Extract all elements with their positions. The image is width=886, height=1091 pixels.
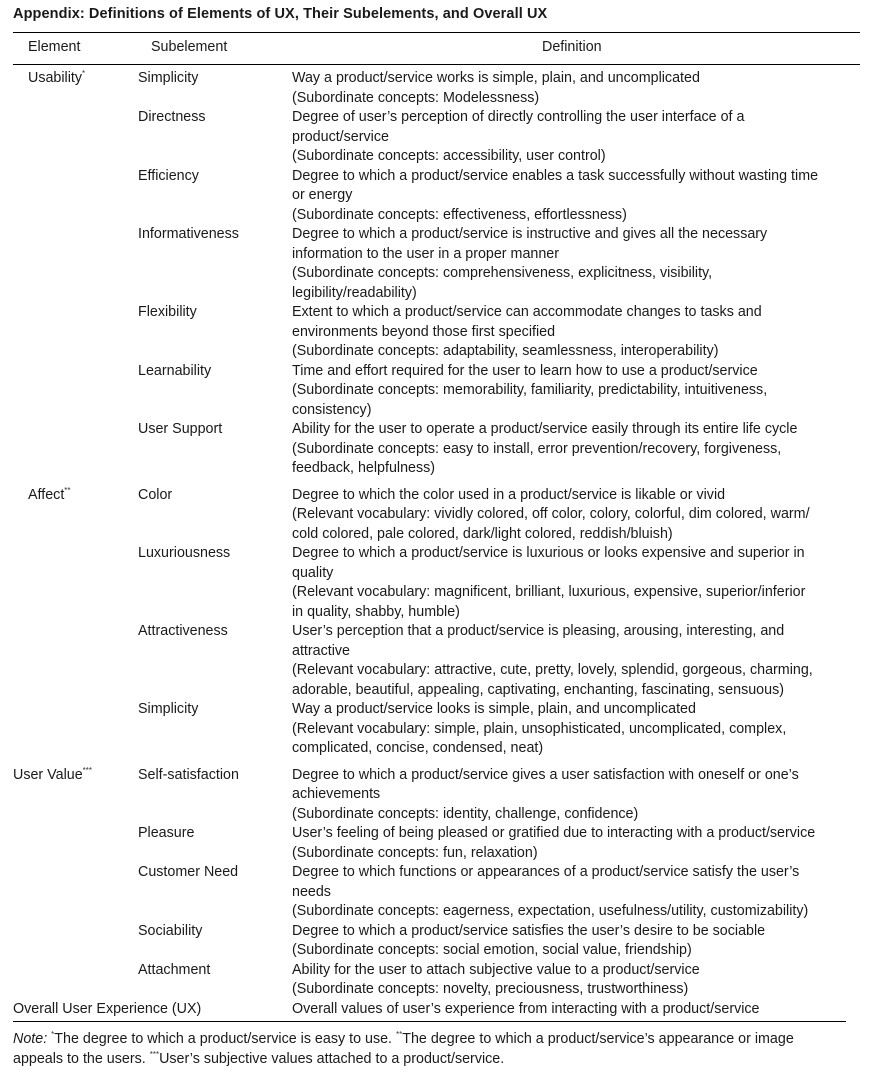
top-rule	[13, 32, 860, 33]
definition-line: (Subordinate concepts: effectiveness, effortlessness)	[292, 206, 627, 223]
element-cell	[28, 69, 85, 89]
element-name: Overall User Experience (UX)	[13, 1000, 202, 1017]
definition-line: attractive	[292, 642, 351, 659]
note-label: Note:	[13, 1031, 48, 1047]
definition-line: (Subordinate concepts: novelty, preciousness, trustworthiness)	[292, 981, 689, 997]
element-cell	[28, 486, 71, 506]
table-note	[13, 1029, 873, 1069]
bottom-rule	[13, 1021, 846, 1022]
subelement-cell: Flexibility	[138, 304, 197, 320]
definition-line: Degree to which a product/service enables a task successfully without wasting time	[292, 167, 819, 184]
footnote-mark: **	[64, 485, 71, 495]
subelement-cell: Informativeness	[138, 226, 239, 242]
definition-line: Way a product/service works is simple, plain, and uncomplicated	[292, 70, 700, 86]
subelement-cell: Sociability	[138, 922, 203, 939]
element-name: Affect	[28, 486, 65, 503]
subelement-cell: Attractiveness	[138, 623, 228, 639]
note-line-1	[13, 1029, 873, 1049]
definition-line: (Subordinate concepts: fun, relaxation)	[292, 844, 538, 861]
definition-cell	[292, 167, 867, 226]
definition-line: (Relevant vocabulary: magnificent, brilliant, luxurious, expensive, superior/inferior	[292, 584, 806, 600]
definition-line: User’s perception that a product/service is pleasing, arousing, interesting, and	[292, 623, 785, 639]
subelement-cell: Color	[138, 486, 173, 503]
definition-line: adorable, beautiful, appealing, captivating, enchanting, fascinating, sensuous)	[292, 681, 784, 698]
header-element: Element	[28, 39, 81, 55]
definition-line: Degree to which functions or appearances of a product/service satisfy the user’s	[292, 864, 800, 880]
header-definition: Definition	[542, 39, 602, 55]
subelement-cell: User Support	[138, 421, 223, 437]
definition-line: Extent to which a product/service can accommodate changes to tasks and	[292, 304, 762, 320]
footnote-mark: *	[82, 69, 86, 78]
note-line-2	[13, 1049, 873, 1069]
definition-line: Degree of user’s perception of directly controlling the user interface of a	[292, 109, 745, 125]
element-name: Usability	[28, 70, 83, 86]
note-mark-2: **	[396, 1030, 403, 1039]
definition-cell	[292, 961, 867, 1000]
definition-line: in quality, shabby, humble)	[292, 603, 460, 620]
definition-cell	[292, 225, 867, 303]
definition-cell	[292, 69, 867, 108]
definition-cell	[292, 486, 867, 545]
subelement-cell: Pleasure	[138, 825, 195, 841]
subelement-cell: Self-satisfaction	[138, 766, 239, 783]
definition-line: (Subordinate concepts: eagerness, expectation, usefulness/utility, customizability)	[292, 903, 809, 919]
definition-line: (Relevant vocabulary: attractive, cute, pretty, lovely, splendid, gorgeous, charming,	[292, 662, 813, 678]
element-cell	[13, 1000, 201, 1020]
note-text-4: User’s subjective values attached to a product/service.	[159, 1051, 505, 1067]
definition-cell	[292, 303, 867, 362]
definition-line: Overall values of user’s experience from interacting with a product/service	[292, 1000, 760, 1017]
definition-line: environments beyond those first specified	[292, 323, 556, 340]
definition-line: quality	[292, 564, 334, 581]
element-cell	[13, 766, 92, 786]
definition-cell	[292, 362, 867, 421]
definition-line: achievements	[292, 786, 381, 802]
definition-cell	[292, 622, 867, 700]
definition-line: Degree to which a product/service is luxurious or looks expensive and superior in	[292, 545, 805, 561]
definition-line: (Relevant vocabulary: vividly colored, off color, colory, colorful, dim colored, warm/	[292, 506, 810, 522]
definition-line: information to the user in a proper manner	[292, 245, 560, 262]
appendix-title: Appendix: Definitions of Elements of UX, Their Subelements, and Overall UX	[13, 6, 548, 22]
note-text-1: The degree to which a product/service is easy to use.	[54, 1031, 393, 1047]
header-subelement: Subelement	[151, 39, 228, 55]
definition-line: Way a product/service looks is simple, plain, and uncomplicated	[292, 701, 696, 717]
definition-line: (Subordinate concepts: identity, challenge, confidence)	[292, 805, 639, 822]
definition-line: Degree to which a product/service is instructive and gives all the necessary	[292, 226, 768, 242]
definition-line: User’s feeling of being pleased or gratified due to interacting with a product/service	[292, 825, 816, 841]
definition-line: (Subordinate concepts: social emotion, social value, friendship)	[292, 942, 692, 958]
definition-line: Degree to which a product/service satisfies the user’s desire to be sociable	[292, 922, 766, 939]
subelement-cell: Simplicity	[138, 70, 199, 86]
subelement-cell: Learnability	[138, 362, 212, 379]
definition-line: (Subordinate concepts: memorability, familiarity, predictability, intuitiveness,	[292, 382, 768, 398]
definition-line: (Subordinate concepts: easy to install, error prevention/recovery, forgiveness,	[292, 440, 782, 457]
definition-cell	[292, 922, 867, 961]
note-text-3: appeals to the users.	[13, 1051, 146, 1067]
definition-line: (Relevant vocabulary: simple, plain, unsophisticated, uncomplicated, complex,	[292, 720, 787, 737]
footnote-mark: ***	[82, 765, 93, 775]
definition-line: complicated, concise, condensed, neat)	[292, 740, 544, 756]
element-name: User Value	[13, 766, 83, 783]
subelement-cell: Luxuriousness	[138, 545, 231, 561]
subelement-cell: Directness	[138, 109, 206, 125]
definition-cell	[292, 766, 867, 825]
definition-line: or energy	[292, 187, 353, 203]
definition-line: needs	[292, 883, 331, 900]
definition-line: Ability for the user to operate a product/service easily through its entire life cycle	[292, 421, 798, 437]
subelement-cell: Efficiency	[138, 167, 199, 184]
definition-line: product/service	[292, 128, 389, 145]
definition-line: (Subordinate concepts: adaptability, seamlessness, interoperability)	[292, 343, 719, 359]
definition-cell	[292, 420, 867, 479]
definition-line: Time and effort required for the user to learn how to use a product/service	[292, 362, 758, 379]
note-text-2: The degree to which a product/service’s appearance or image	[402, 1031, 794, 1047]
definition-cell	[292, 108, 867, 167]
note-mark-3: ***	[149, 1050, 160, 1059]
definition-line: (Subordinate concepts: Modelessness)	[292, 89, 540, 106]
definition-line: consistency)	[292, 401, 372, 418]
definition-line: feedback, helpfulness)	[292, 460, 436, 476]
definition-cell	[292, 1000, 867, 1020]
subelement-cell: Simplicity	[138, 701, 199, 717]
definition-cell	[292, 544, 867, 622]
definition-line: legibility/readability)	[292, 284, 417, 301]
definition-line: Degree to which the color used in a product/service is likable or vivid	[292, 486, 726, 503]
definition-line: (Subordinate concepts: accessibility, user control)	[292, 148, 606, 164]
definition-cell	[292, 863, 867, 922]
subelement-cell: Customer Need	[138, 864, 239, 880]
subelement-cell: Attachment	[138, 961, 211, 978]
note-mark-1: *	[51, 1030, 55, 1039]
definition-cell	[292, 700, 867, 759]
definition-line: (Subordinate concepts: comprehensiveness, explicitness, visibility,	[292, 265, 713, 281]
header-rule	[13, 64, 860, 65]
definition-line: Degree to which a product/service gives a user satisfaction with oneself or one’s	[292, 766, 799, 783]
definition-cell	[292, 824, 867, 863]
table-header	[0, 39, 886, 59]
definition-line: Ability for the user to attach subjective value to a product/service	[292, 961, 700, 978]
definition-line: cold colored, pale colored, dark/light colored, reddish/bluish)	[292, 525, 673, 542]
